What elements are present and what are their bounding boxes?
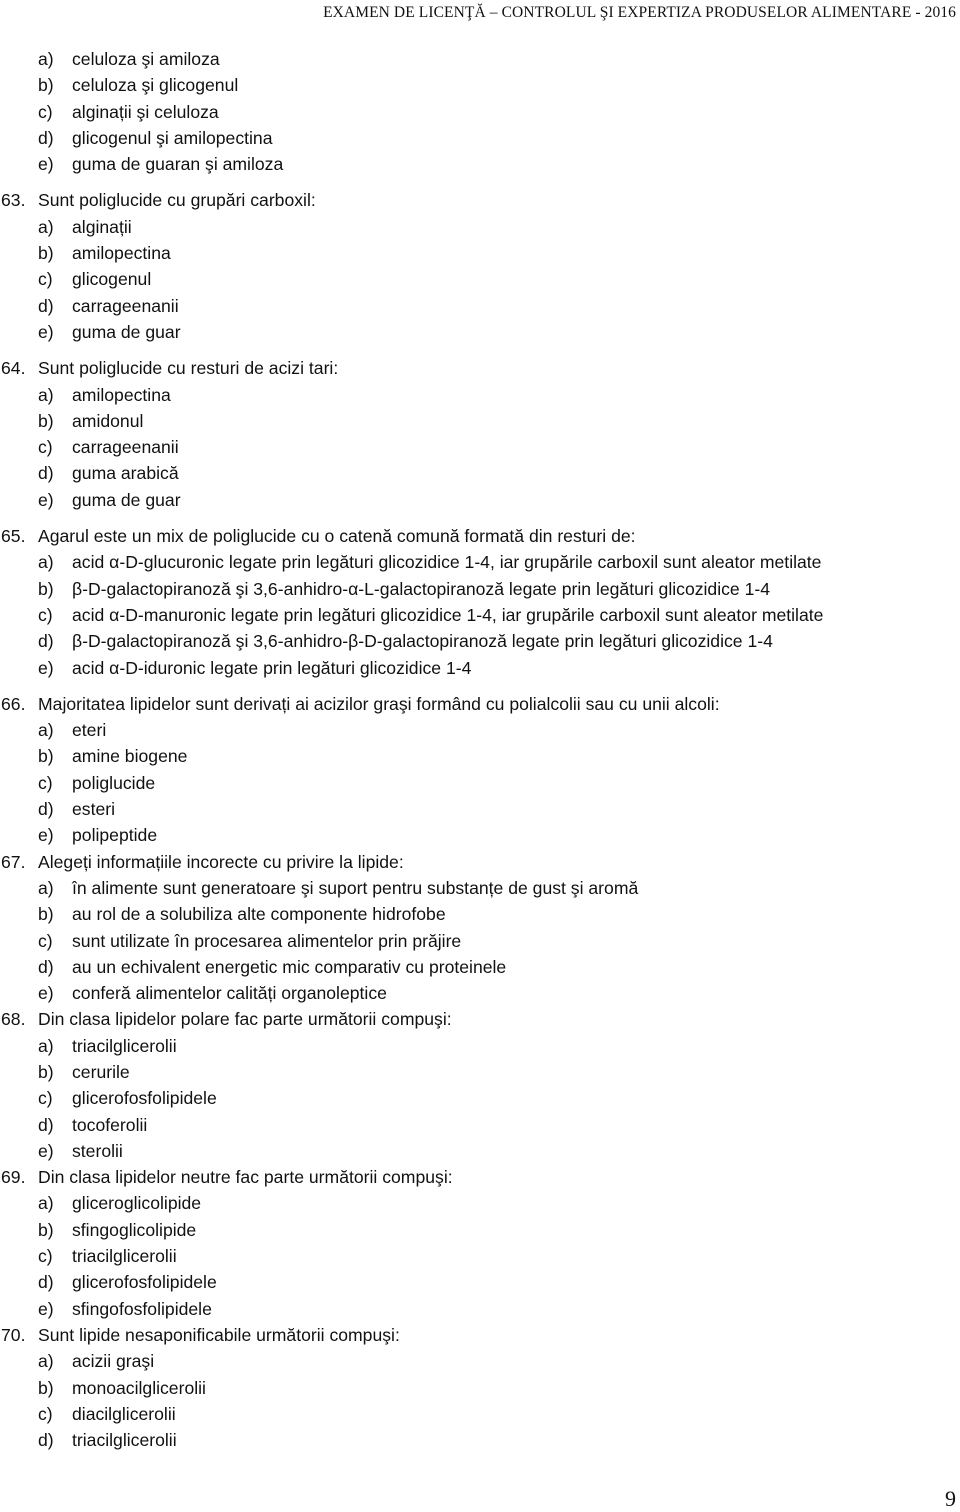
option-text: acizii graşi <box>72 1351 155 1372</box>
option-text: alginații <box>72 216 132 237</box>
question-64 <box>0 355 960 381</box>
option-text: în alimente sunt generatoare şi suport pentru substanțe de gust şi aromă <box>72 877 639 898</box>
answer-option <box>0 1348 960 1374</box>
option-text: alginații şi celuloza <box>72 101 219 122</box>
answer-option <box>0 72 960 98</box>
option-letter: c) <box>38 101 53 122</box>
option-letter: a) <box>38 720 54 741</box>
option-letter: e) <box>38 489 54 510</box>
question-text: Sunt lipide nesaponificabile următorii compuşi: <box>38 1324 400 1345</box>
question-65 <box>0 523 960 549</box>
answer-option <box>0 382 960 408</box>
option-letter: e) <box>38 321 54 342</box>
answer-option <box>0 602 960 628</box>
option-text: triacilglicerolii <box>72 1246 177 1267</box>
answer-option <box>0 1059 960 1085</box>
question-list <box>0 46 960 1453</box>
option-letter: e) <box>38 983 54 1004</box>
option-text: sfingofosfolipidele <box>72 1298 212 1319</box>
option-letter: e) <box>38 1140 54 1161</box>
option-text: poliglucide <box>72 772 156 793</box>
question-text: Agarul este un mix de poliglucide cu o catenă comună formată din resturi de: <box>38 526 636 547</box>
answer-option <box>0 1296 960 1322</box>
answer-option <box>0 1112 960 1138</box>
option-letter: c) <box>38 930 53 951</box>
page-number: 9 <box>945 1486 956 1511</box>
option-text: polipeptide <box>72 825 158 846</box>
answer-option <box>0 460 960 486</box>
question-text: Alegeți informațiile incorecte cu privire la lipide: <box>38 851 404 872</box>
answer-option <box>0 901 960 927</box>
question-text: Sunt poliglucide cu resturi de acizi tari: <box>38 358 339 379</box>
option-text: gliceroglicolipide <box>72 1193 202 1214</box>
question-67 <box>0 849 960 875</box>
question-text: Sunt poliglucide cu grupări carboxil: <box>38 190 316 211</box>
question-number: 70. <box>1 1324 26 1345</box>
question-number: 68. <box>1 1009 26 1030</box>
option-text: triacilglicerolii <box>72 1035 177 1056</box>
question-text: Majoritatea lipidelor sunt derivați ai acizilor graşi formând cu polialcolii sau cu unii alcoli: <box>38 693 720 714</box>
answer-option <box>0 1243 960 1269</box>
option-text: glicerofosfolipidele <box>72 1272 217 1293</box>
option-text: esteri <box>72 799 116 820</box>
option-letter: d) <box>38 1430 54 1451</box>
option-text: carrageenanii <box>72 295 179 316</box>
option-text: guma de guar <box>72 321 181 342</box>
answer-option <box>0 875 960 901</box>
option-letter: b) <box>38 1377 54 1398</box>
option-letter: b) <box>38 410 54 431</box>
option-text: acid α-D-manuronic legate prin legături glicozidice 1-4, iar grupările carboxil sunt aleator metilate <box>72 604 824 625</box>
option-letter: c) <box>38 437 53 458</box>
option-letter: d) <box>38 463 54 484</box>
option-letter: a) <box>38 1351 54 1372</box>
option-letter: d) <box>38 1114 54 1135</box>
option-letter: d) <box>38 1272 54 1293</box>
option-letter: b) <box>38 75 54 96</box>
answer-option <box>0 954 960 980</box>
answer-option <box>0 980 960 1006</box>
option-text: acid α-D-iduronic legate prin legături glicozidice 1-4 <box>72 657 472 678</box>
answer-option <box>0 1269 960 1295</box>
answer-option <box>0 576 960 602</box>
option-text: glicogenul şi amilopectina <box>72 127 273 148</box>
option-text: β-D-galactopiranoză şi 3,6-anhidro-α-L-galactopiranoză legate prin legături glicozidice 1-4 <box>72 578 771 599</box>
answer-option <box>0 1138 960 1164</box>
answer-option <box>0 487 960 513</box>
question-number: 67. <box>1 851 26 872</box>
option-letter: c) <box>38 1403 53 1424</box>
option-text: eteri <box>72 720 107 741</box>
answer-option <box>0 1217 960 1243</box>
answer-option <box>0 125 960 151</box>
option-letter: e) <box>38 657 54 678</box>
question-69 <box>0 1164 960 1190</box>
option-letter: c) <box>38 604 53 625</box>
page-header: EXAMEN DE LICENŢĂ – CONTROLUL ŞI EXPERTIZA PRODUSELOR ALIMENTARE - 2016 <box>323 4 956 21</box>
option-letter: d) <box>38 631 54 652</box>
question-number: 66. <box>1 693 26 714</box>
option-letter: a) <box>38 49 54 69</box>
option-letter: b) <box>38 243 54 264</box>
question-text: Din clasa lipidelor neutre fac parte următorii compuşi: <box>38 1167 453 1188</box>
answer-option <box>0 240 960 266</box>
answer-option <box>0 1033 960 1059</box>
question-70 <box>0 1322 960 1348</box>
answer-option <box>0 1401 960 1427</box>
answer-option <box>0 1427 960 1453</box>
question-number: 64. <box>1 358 26 379</box>
question-text: Din clasa lipidelor polare fac parte următorii compuşi: <box>38 1009 452 1030</box>
question-63 <box>0 187 960 213</box>
answer-option <box>0 796 960 822</box>
option-text: au un echivalent energetic mic comparativ cu proteinele <box>72 956 507 977</box>
answer-option <box>0 770 960 796</box>
answer-option <box>0 99 960 125</box>
answer-option <box>0 717 960 743</box>
option-letter: d) <box>38 956 54 977</box>
option-text: amilopectina <box>72 384 171 405</box>
answer-option <box>0 319 960 345</box>
option-text: glicogenul <box>72 269 152 290</box>
option-letter: c) <box>38 269 53 290</box>
option-text: sfingoglicolipide <box>72 1219 197 1240</box>
answer-option <box>0 822 960 848</box>
option-text: guma de guaran şi amiloza <box>72 154 284 175</box>
option-text: triacilglicerolii <box>72 1430 177 1451</box>
option-text: au rol de a solubiliza alte componente hidrofobe <box>72 904 446 925</box>
option-text: carrageenanii <box>72 437 179 458</box>
option-text: guma arabică <box>72 463 179 484</box>
option-text: celuloza şi glicogenul <box>72 75 239 96</box>
option-letter: b) <box>38 904 54 925</box>
option-text: acid α-D-glucuronic legate prin legături glicozidice 1-4, iar grupările carboxil sunt aleator metilate <box>72 552 822 573</box>
question-66 <box>0 691 960 717</box>
option-letter: a) <box>38 1035 54 1056</box>
option-text: diacilglicerolii <box>72 1403 176 1424</box>
answer-option <box>0 928 960 954</box>
option-letter: c) <box>38 1246 53 1267</box>
option-letter: b) <box>38 1061 54 1082</box>
question-68 <box>0 1006 960 1032</box>
option-letter: c) <box>38 1088 53 1109</box>
option-letter: e) <box>38 1298 54 1319</box>
option-letter: d) <box>38 799 54 820</box>
option-text: amilopectina <box>72 243 171 264</box>
answer-option <box>0 293 960 319</box>
question-number: 65. <box>1 526 26 547</box>
option-letter: b) <box>38 578 54 599</box>
answer-option <box>0 1085 960 1111</box>
option-text: tocoferolii <box>72 1114 148 1135</box>
option-letter: c) <box>38 772 53 793</box>
answer-option <box>0 434 960 460</box>
option-letter: d) <box>38 295 54 316</box>
option-letter: a) <box>38 552 54 573</box>
option-text: celuloza şi amiloza <box>72 49 220 69</box>
option-text: cerurile <box>72 1061 130 1082</box>
answer-option <box>0 1375 960 1401</box>
option-text: sunt utilizate în procesarea alimentelor prin prăjire <box>72 930 462 951</box>
option-letter: b) <box>38 746 54 767</box>
question-number: 63. <box>1 190 26 211</box>
answer-option <box>0 408 960 434</box>
answer-option <box>0 549 960 575</box>
option-text: glicerofosfolipidele <box>72 1088 217 1109</box>
option-text: monoacilglicerolii <box>72 1377 206 1398</box>
answer-option <box>0 151 960 177</box>
option-text: amine biogene <box>72 746 188 767</box>
option-text: amidonul <box>72 410 144 431</box>
answer-option <box>0 266 960 292</box>
option-letter: e) <box>38 825 54 846</box>
option-letter: a) <box>38 384 54 405</box>
option-letter: e) <box>38 154 54 175</box>
option-letter: a) <box>38 877 54 898</box>
option-text: sterolii <box>72 1140 123 1161</box>
answer-option <box>0 743 960 769</box>
option-letter: a) <box>38 216 54 237</box>
answer-option <box>0 1190 960 1216</box>
answer-option <box>0 655 960 681</box>
option-text: conferă alimentelor calități organoleptice <box>72 983 387 1004</box>
answer-option <box>0 628 960 654</box>
question-number: 69. <box>1 1167 26 1188</box>
answer-option <box>0 46 960 72</box>
option-letter: d) <box>38 127 54 148</box>
option-text: guma de guar <box>72 489 181 510</box>
option-letter: b) <box>38 1219 54 1240</box>
option-text: β-D-galactopiranoză şi 3,6-anhidro-β-D-galactopiranoză legate prin legături glicozidice 1-4 <box>72 631 773 652</box>
answer-option <box>0 214 960 240</box>
option-letter: a) <box>38 1193 54 1214</box>
